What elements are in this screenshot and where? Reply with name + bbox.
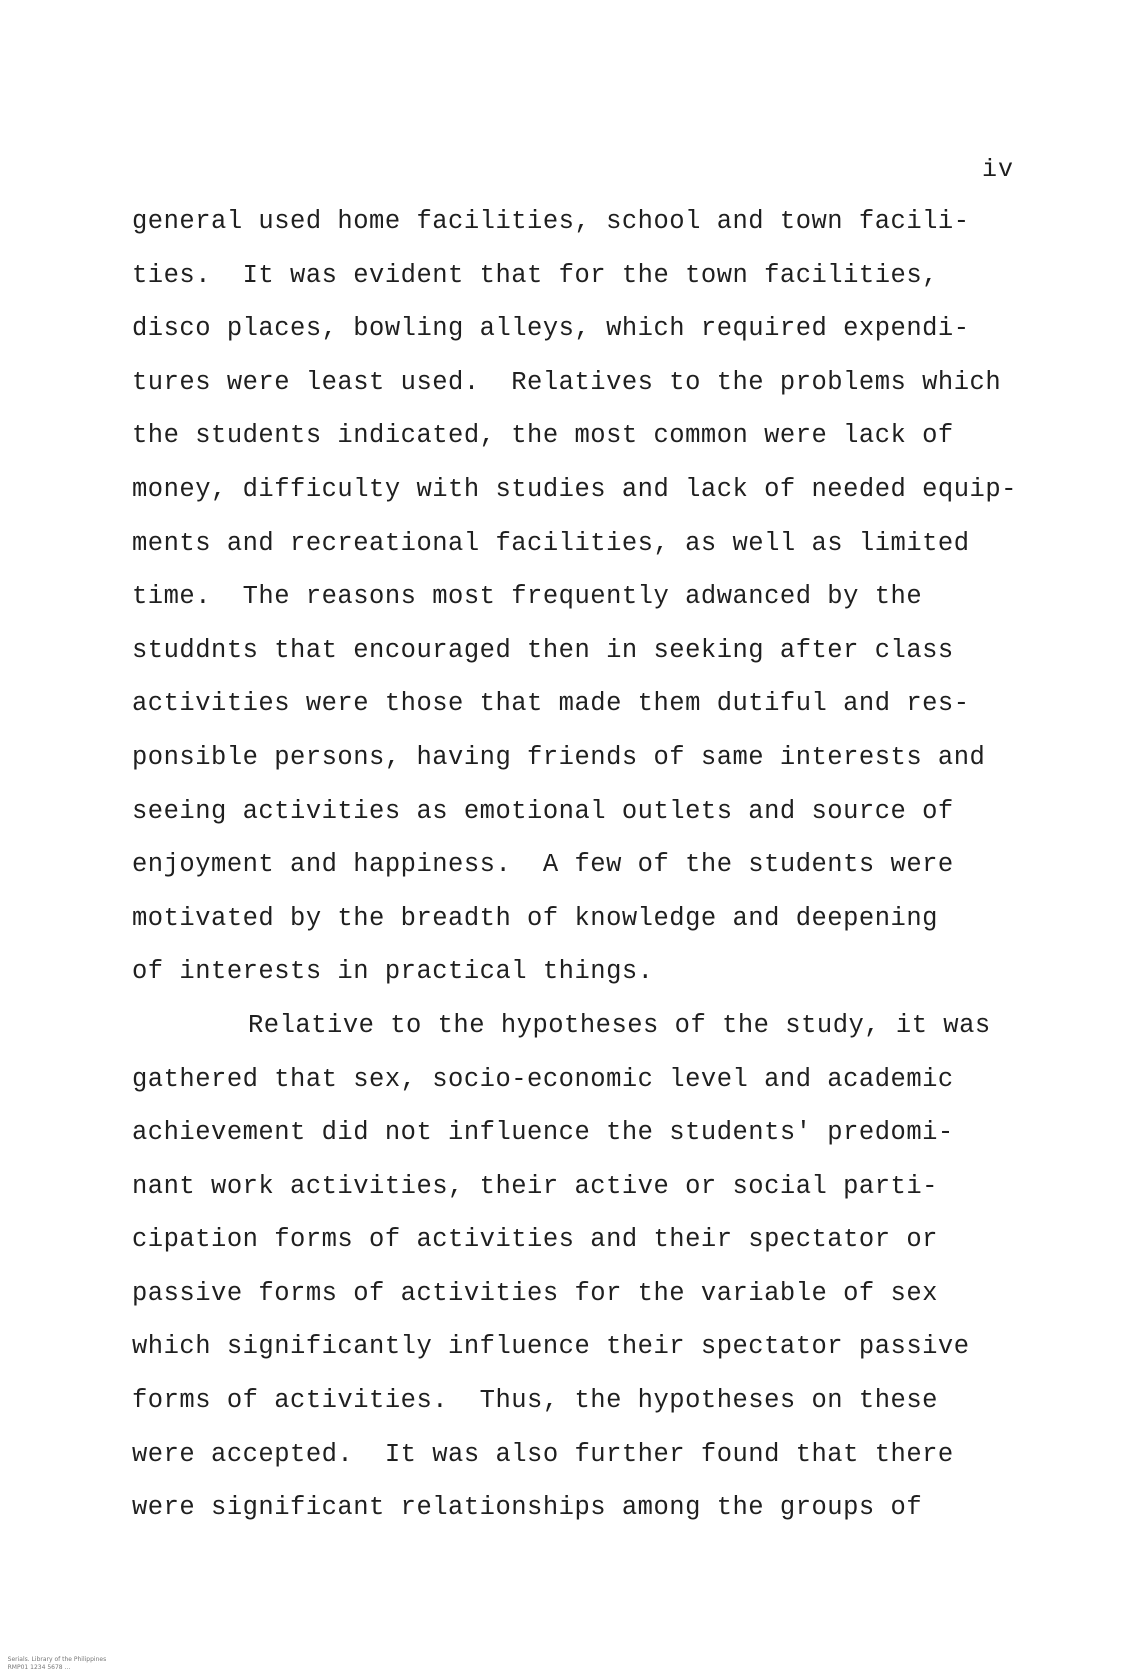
text-line: were significant relationships among the groups of (132, 1493, 923, 1523)
text-line: the students indicated, the most common were lack of (132, 421, 954, 451)
page-number: iv (982, 155, 1015, 184)
footer-right-text: RMP01 1234 5678 ... (7, 1664, 71, 1671)
text-line: of interests in practical things. (132, 957, 654, 987)
text-line: disco places, bowling alleys, which required expendi- (132, 314, 970, 344)
text-line: Relative to the hypotheses of the study, it was (248, 1010, 991, 1040)
text-line: which significantly influence their spectator passive (132, 1332, 970, 1362)
text-line: achievement did not influence the students' predomi- (132, 1118, 954, 1148)
text-line: ties. It was evident that for the town facilities, (132, 260, 938, 290)
text-line: passive forms of activities for the variable of sex (132, 1278, 938, 1308)
text-line: studdnts that encouraged then in seeking after class (132, 635, 954, 665)
text-line: ments and recreational facilities, as well as limited (132, 528, 970, 558)
body-text (132, 207, 1072, 1547)
text-line: tures were least used. Relatives to the problems which (132, 367, 1002, 397)
text-line: activities were those that made them dutiful and res- (132, 689, 970, 719)
text-line: money, difficulty with studies and lack of needed equip- (132, 474, 1017, 504)
text-line: general used home facilities, school and town facili- (132, 207, 970, 236)
text-line: cipation forms of activities and their spectator or (132, 1225, 938, 1255)
text-line: ponsible persons, having friends of same interests and (132, 742, 986, 772)
footer-left-text: Serials. Library of the Philippines (7, 1656, 107, 1663)
scan-footer (0, 1648, 124, 1680)
text-line: gathered that sex, socio-economic level and academic (132, 1064, 954, 1094)
text-line: nant work activities, their active or social parti- (132, 1171, 938, 1201)
text-line: time. The reasons most frequently adwanced by the (132, 582, 923, 612)
text-line: seeing activities as emotional outlets and source of (132, 796, 954, 826)
text-line: motivated by the breadth of knowledge and deepening (132, 903, 938, 933)
text-line: forms of activities. Thus, the hypotheses on these (132, 1386, 938, 1416)
text-line: enjoyment and happiness. A few of the students were (132, 850, 954, 880)
text-line: were accepted. It was also further found that there (132, 1439, 954, 1469)
